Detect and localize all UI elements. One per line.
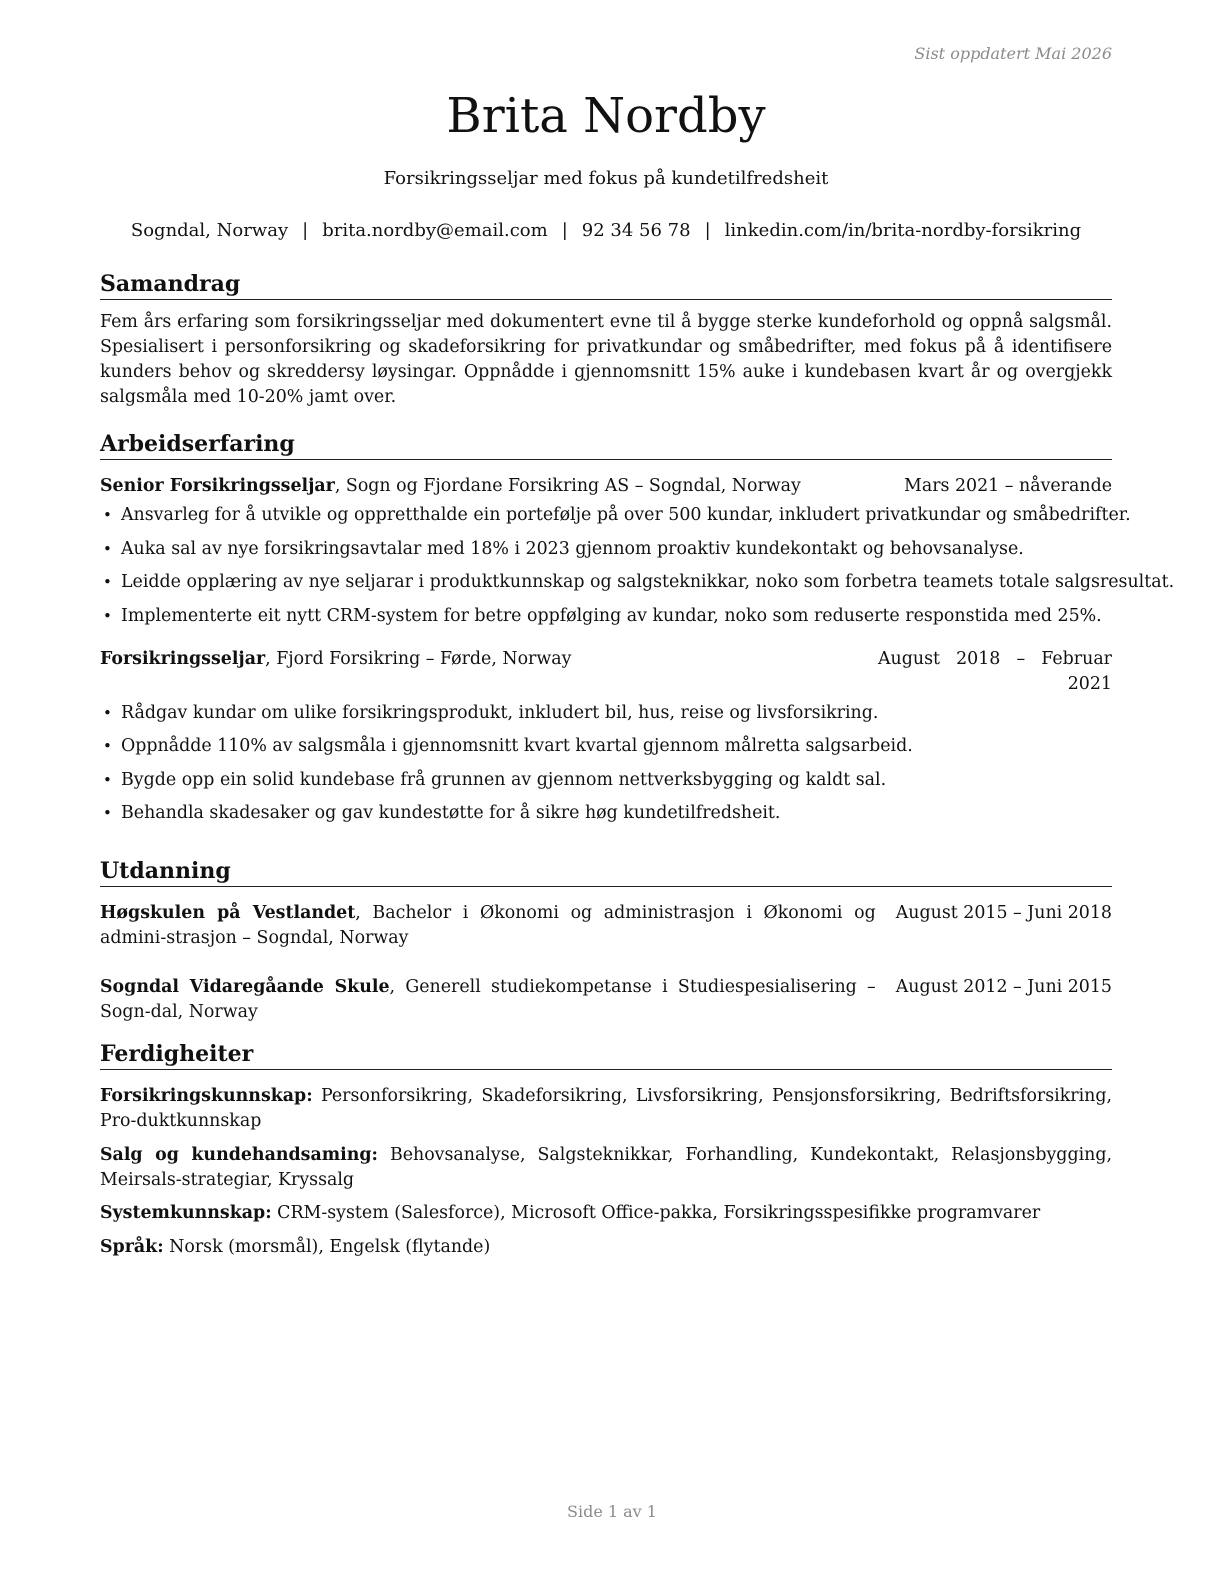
resume-page [100, 0, 1175, 1584]
summary-text: Fem års erfaring som forsikringsseljar med dokumentert evne til å bygge sterke kundeforhold og oppnå salgsmål. Spesialisert i personforsikring og skadeforsikring for privatkundar og småbedrifter, med fokus på å identifisere kunders behov og skreddersy løysingar. Oppnådde i gjennomsnitt 15% auke i kundebasen kvart år og overgjekk salgsmåla med 10-20% jamt over. [100, 312, 1112, 407]
bullet-icon: • [103, 606, 112, 625]
education-entry [100, 901, 1112, 951]
list-item: • Leidde opplæring av nye seljarar i produktkunnskap og salgsteknikkar, noko som forbetra teamets totale salgsresultat. [100, 570, 1112, 595]
job-bullets [100, 701, 1112, 827]
education-text [100, 901, 876, 951]
education-section [100, 857, 1112, 1025]
job-title-line [100, 647, 858, 672]
list-item: • Behandla skadesaker og gav kundestøtte for å sikre høg kundetilfredsheit. [100, 801, 1112, 826]
bullet-icon: • [103, 573, 112, 591]
bullet-icon: • [103, 770, 112, 789]
education-dates: August 2012 – Juni 2015 [895, 977, 1112, 997]
education-dates: August 2015 – Juni 2018 [895, 903, 1112, 923]
contact-separator: | [302, 220, 309, 241]
contact-phone: 92 34 56 78 [581, 220, 691, 241]
school-name: Høgskulen på Vestlandet [100, 903, 356, 923]
job-details: , Sogn og Fjordane Forsikring AS – Sogndal, Norway [334, 476, 801, 496]
section-title-summary: Samandrag [100, 270, 1112, 300]
candidate-tagline: Forsikringsseljar med fokus på kundetilfredsheit [383, 168, 829, 189]
job-dates: Mars 2021 – nåverande [904, 476, 1112, 496]
list-item: • Ansvarleg for å utvikle og oppretthalde ein portefølje på over 500 kundar, inkludert privatkundar og småbedrifter. [100, 503, 1112, 528]
skill-value: Personforsikring, Skadeforsikring, Livsforsikring, Pensjonsforsikring, Bedriftsforsikring, Pro-duktkunnskap [100, 1086, 1112, 1131]
job-role: Senior Forsikringsseljar [100, 476, 335, 496]
list-item: • Auka sal av nye forsikringsavtalar med 18% i 2023 gjennom proaktiv kundekontakt og behovsanalyse. [100, 537, 1112, 562]
contact-location: Sogndal, Norway [130, 220, 289, 241]
skill-row [100, 1201, 1112, 1226]
contact-linkedin[interactable]: linkedin.com/in/brita-nordby-forsikring [724, 220, 1082, 241]
section-title-experience: Arbeidserfaring [100, 430, 1112, 460]
bullet-icon: • [103, 539, 112, 558]
education-entry [100, 975, 1112, 1025]
contact-line [100, 218, 1112, 244]
bullet-icon: • [103, 737, 112, 755]
job-dates: August 2018 – Februar 2021 [878, 648, 1112, 694]
education-details: , Generell studiekompetanse i Studiespesialisering – Sogn-dal, Norway [100, 977, 876, 1022]
skills-section [100, 1040, 1112, 1268]
section-title-education: Utdanning [100, 857, 1112, 887]
job-entry [100, 474, 1175, 629]
skill-value: Norsk (morsmål), Engelsk (flytande) [169, 1236, 491, 1257]
experience-section [100, 430, 1175, 835]
bullet-icon: • [103, 703, 112, 722]
contact-email[interactable]: brita.nordby@email.com [322, 220, 548, 241]
last-updated-label: Sist oppdatert Mai 2026 [914, 44, 1112, 63]
skill-row [100, 1084, 1112, 1134]
skill-label: Salg og kundehandsaming: [100, 1144, 378, 1165]
skill-label: Forsikringskunnskap: [100, 1086, 313, 1106]
summary-section [100, 270, 1112, 410]
bullet-icon: • [103, 804, 112, 822]
job-title-line [100, 474, 884, 499]
list-item: • Implementerte eit nytt CRM-system for betre oppfølging av kundar, noko som reduserte responstida med 25%. [100, 604, 1112, 629]
job-header [100, 474, 1112, 499]
job-header [100, 647, 1112, 697]
list-item: • Oppnådde 110% av salgsmåla i gjennomsnitt kvart kvartal gjennom målretta salgsarbeid. [100, 734, 1112, 759]
education-text [100, 975, 876, 1025]
contact-separator: | [704, 220, 711, 241]
skill-value: CRM-system (Salesforce), Microsoft Office-pakka, Forsikringsspesifikke programvarer [277, 1203, 1041, 1223]
skills-list [100, 1084, 1112, 1260]
education-details: , Bachelor i Økonomi og administrasjon i Økonomi og admini-strasjon – Sogndal, Norway [100, 903, 876, 948]
bullet-icon: • [103, 506, 112, 524]
list-item: • Rådgav kundar om ulike forsikringsprodukt, inkludert bil, hus, reise og livsforsikring. [100, 701, 1112, 726]
skill-label: Språk: [100, 1236, 164, 1257]
job-role: Forsikringsseljar [100, 648, 266, 669]
job-entry [100, 647, 1112, 827]
section-title-skills: Ferdigheiter [100, 1040, 1112, 1070]
skill-value: Behovsanalyse, Salgsteknikkar, Forhandling, Kundekontakt, Relasjonsbygging, Meirsals-strategiar, Kryssalg [100, 1144, 1112, 1190]
job-details: , Fjord Forsikring – Førde, Norway [265, 648, 572, 669]
school-name: Sogndal Vidaregåande Skule [100, 977, 390, 997]
page-number: Side 1 av 1 [567, 1502, 657, 1521]
candidate-name: Brita Nordby [446, 88, 766, 144]
skill-row [100, 1143, 1112, 1193]
list-item: • Bygde opp ein solid kundebase frå grunnen av gjennom nettverksbygging og kaldt sal. [100, 768, 1112, 793]
contact-separator: | [561, 220, 568, 241]
job-bullets [100, 503, 1175, 629]
skill-row [100, 1235, 1112, 1260]
skill-label: Systemkunnskap: [100, 1203, 272, 1223]
